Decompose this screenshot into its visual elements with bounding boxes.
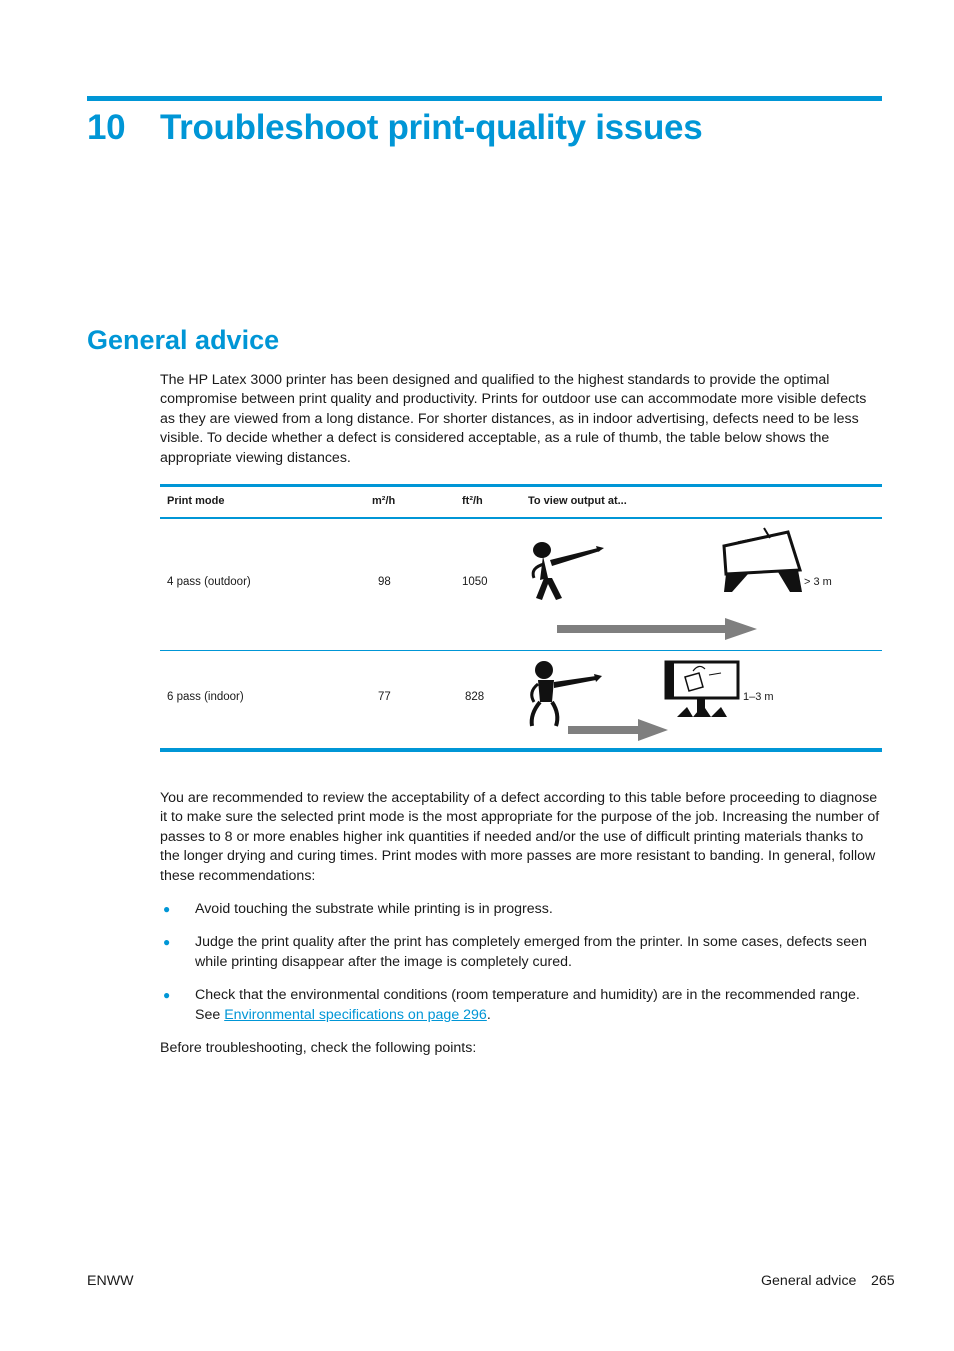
list-item: ● Check that the environmental conditions (room temperature and humidity) are in the recommended range. See Environmental specifications on page 296.: [163, 987, 860, 1023]
list-item: ● Judge the print quality after the print has completely emerged from the printer. In some cases, defects seen while printing disappear after the image is completely cured.: [163, 934, 867, 970]
header-print-mode: Print mode: [167, 495, 225, 507]
recommendation-paragraph: You are recommended to review the acceptability of a defect according to this table before proceeding to diagnose it to make sure the selected print mode is the most appropriate for the purpose of the job. Increasing the number of passes to 8 or more enables higher ink quantities if needed and/or the use of difficult printing materials thanks to the longer drying and curing times. Print modes with more passes are more resistant to banding. In general, follow these recommendations:: [160, 790, 880, 884]
list-item: ● Avoid touching the substrate while printing is in progress.: [160, 900, 882, 919]
bullet-icon: ●: [163, 902, 171, 916]
before-troubleshooting-text: Before troubleshooting, check the following points:: [160, 1040, 477, 1056]
section-title: General advice: [87, 325, 280, 355]
distance-arrow-long-icon: [557, 617, 757, 641]
chapter-rule: [87, 96, 882, 101]
bullet-icon: ●: [163, 988, 171, 1003]
distance-arrow-short-icon: [568, 719, 668, 741]
outdoor-billboard-icon: [718, 526, 803, 594]
chapter-title-text: Troubleshoot print-quality issues: [160, 108, 703, 147]
header-ft2-per-hour: ft²/h: [462, 495, 483, 507]
row-outdoor-m2: 98: [378, 576, 391, 588]
header-view-output: To view output at...: [528, 495, 627, 507]
row-outdoor-distance: > 3 m: [804, 576, 832, 588]
indoor-sign-icon: [663, 659, 743, 719]
table-bottom-rule: [160, 748, 882, 752]
footer-page-number: 265: [871, 1273, 895, 1289]
row-outdoor-mode: 4 pass (outdoor): [167, 576, 251, 588]
footer-enww: ENWW: [87, 1273, 134, 1289]
header-m2-per-hour: m²/h: [372, 495, 396, 507]
row-indoor-mode: 6 pass (indoor): [167, 691, 244, 703]
environmental-specifications-link[interactable]: Environmental specifications on page 296: [224, 1006, 487, 1023]
pointing-figure-icon: [526, 538, 606, 608]
table-header-rule: [160, 517, 882, 519]
row-indoor-m2: 77: [378, 691, 391, 703]
row-outdoor-ft2: 1050: [462, 576, 488, 588]
row-indoor-ft2: 828: [465, 691, 485, 703]
table-row-rule: [160, 650, 882, 651]
table-top-rule: [160, 484, 882, 487]
bullet-icon: ●: [163, 935, 171, 950]
intro-paragraph: The HP Latex 3000 printer has been designed and qualified to the highest standards to provide the optimal compromise between print quality and productivity. Prints for outdoor use can accommodate more visible defects as they are viewed from a long distance. For shorter distances, as in indoor advertising, defects need to be less visible. To decide whether a defect is considered acceptable, as a rule of thumb, the table below shows the appropriate viewing distances.: [160, 372, 867, 466]
row-indoor-distance: 1–3 m: [743, 691, 774, 703]
recommendation-list: [160, 900, 882, 1039]
chapter-number: 10: [87, 108, 126, 147]
chapter-title: [87, 108, 702, 148]
footer-section: General advice: [761, 1273, 857, 1289]
